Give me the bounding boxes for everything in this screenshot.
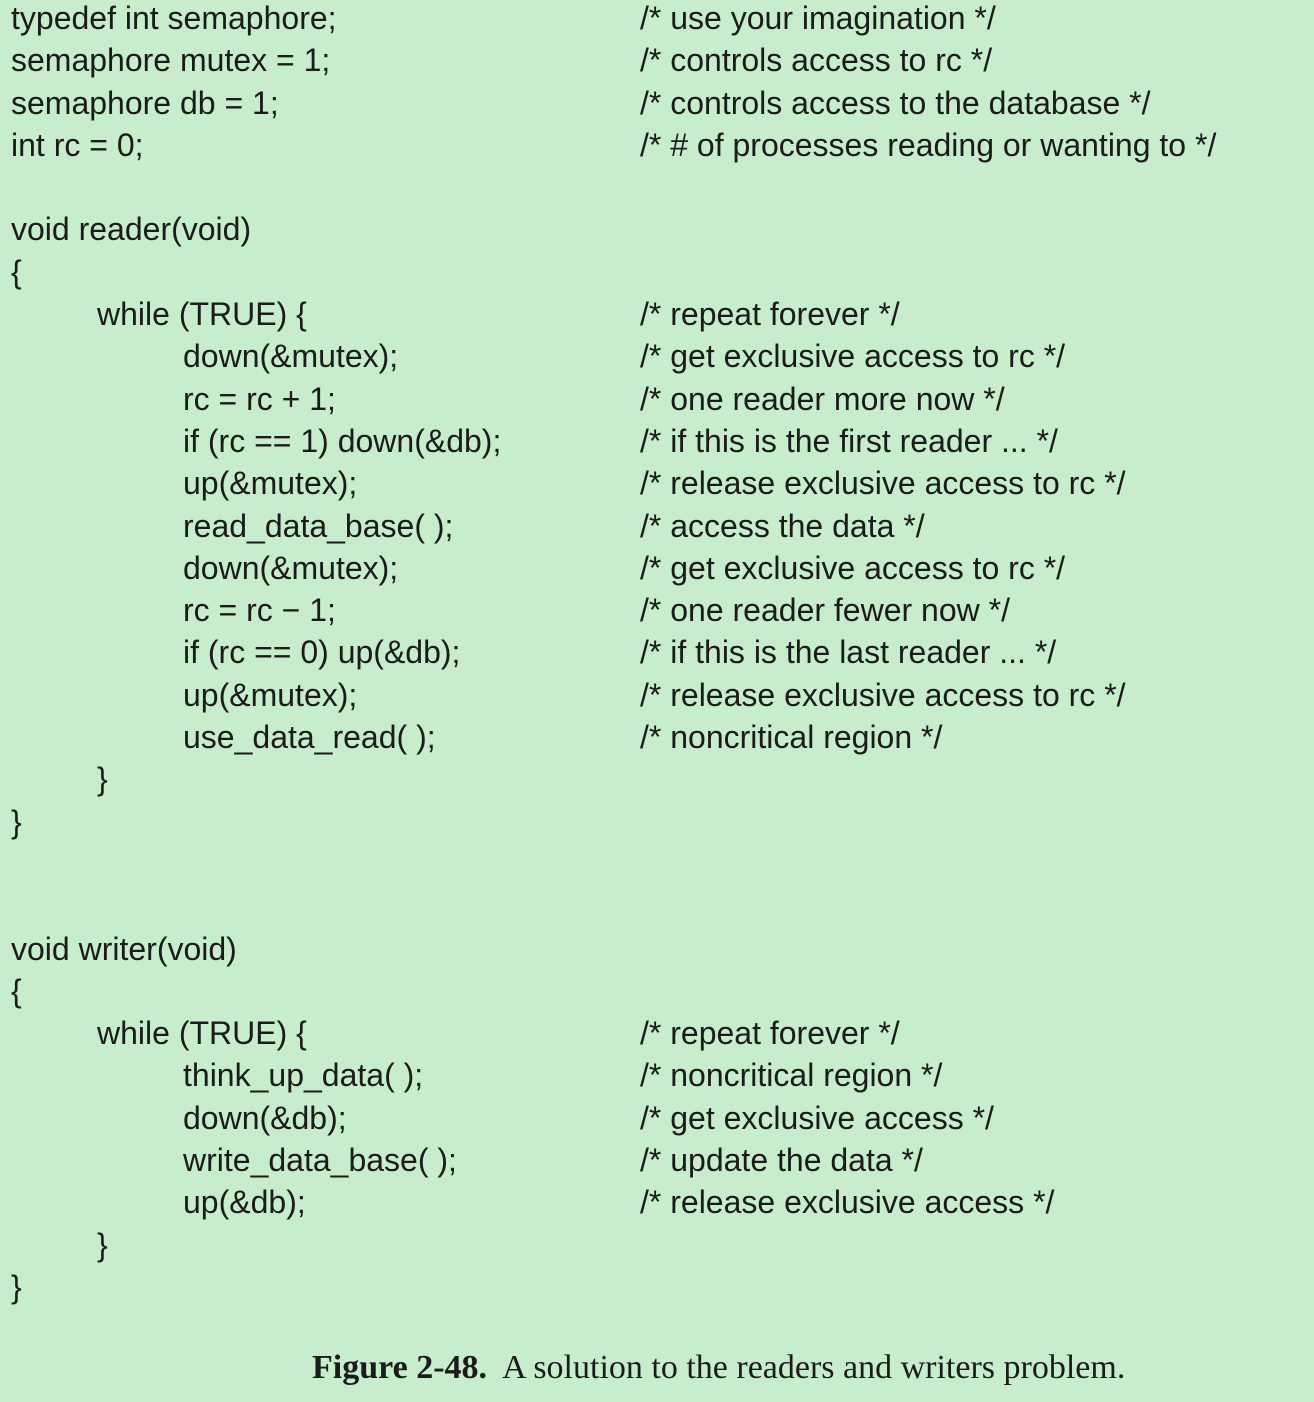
code-text: } xyxy=(11,803,22,840)
figure-label: Figure 2-48. xyxy=(312,1349,488,1386)
code-comment: /* controls access to rc */ xyxy=(640,42,993,79)
code-comment: /* repeat forever */ xyxy=(640,1015,900,1052)
code-text: } xyxy=(97,761,108,798)
code-text: up(&mutex); xyxy=(183,465,358,502)
code-text: } xyxy=(97,1226,108,1263)
code-text: void reader(void) xyxy=(11,211,252,248)
code-comment: /* # of processes reading or wanting to */ xyxy=(640,126,1217,163)
code-line xyxy=(0,1142,1314,1184)
writer-loop-header xyxy=(0,1015,1314,1057)
code-comment: /* controls access to the database */ xyxy=(640,84,1151,121)
code-line xyxy=(0,677,1314,719)
code-line xyxy=(0,719,1314,761)
code-comment: /* if this is the last reader ... */ xyxy=(640,634,1057,671)
code-line xyxy=(0,338,1314,380)
code-text: down(&mutex); xyxy=(183,549,399,586)
code-line xyxy=(0,42,1314,84)
code-text: read_data_base( ); xyxy=(183,507,454,544)
code-text: if (rc == 1) down(&db); xyxy=(183,422,502,459)
blank-line xyxy=(0,169,1314,211)
writer-close-brace xyxy=(0,1269,1314,1311)
code-line xyxy=(0,550,1314,592)
blank-line xyxy=(0,846,1314,931)
code-comment: /* update the data */ xyxy=(640,1142,923,1179)
code-text: semaphore db = 1; xyxy=(11,84,279,121)
code-line xyxy=(0,85,1314,127)
code-text: while (TRUE) { xyxy=(97,1015,307,1052)
code-comment: /* use your imagination */ xyxy=(640,0,996,36)
code-text: down(&mutex); xyxy=(183,338,399,375)
reader-loop-close xyxy=(0,761,1314,803)
code-line xyxy=(0,634,1314,676)
code-comment: /* get exclusive access to rc */ xyxy=(640,549,1066,586)
code-line xyxy=(0,508,1314,550)
code-text: while (TRUE) { xyxy=(97,296,307,333)
code-line xyxy=(0,465,1314,507)
code-line xyxy=(0,1100,1314,1142)
code-text: think_up_data( ); xyxy=(183,1057,424,1094)
code-text: semaphore mutex = 1; xyxy=(11,42,331,79)
code-text: rc = rc + 1; xyxy=(183,380,336,417)
code-comment: /* release exclusive access to rc */ xyxy=(640,676,1126,713)
code-comment: /* if this is the first reader ... */ xyxy=(640,422,1058,459)
writer-signature xyxy=(0,931,1314,973)
code-comment: /* noncritical region */ xyxy=(640,1057,943,1094)
code-comment: /* release exclusive access */ xyxy=(640,1184,1055,1221)
code-line xyxy=(0,1184,1314,1226)
code-line xyxy=(0,0,1314,42)
code-text: { xyxy=(11,972,22,1009)
code-comment: /* get exclusive access to rc */ xyxy=(640,338,1066,375)
code-text: up(&mutex); xyxy=(183,676,358,713)
code-comment: /* release exclusive access to rc */ xyxy=(640,465,1126,502)
reader-signature xyxy=(0,211,1314,253)
reader-open-brace xyxy=(0,254,1314,296)
code-text: up(&db); xyxy=(183,1184,306,1221)
code-comment: /* one reader more now */ xyxy=(640,380,1005,417)
code-comment: /* get exclusive access */ xyxy=(640,1099,994,1136)
code-comment: /* noncritical region */ xyxy=(640,719,943,756)
reader-loop-header xyxy=(0,296,1314,338)
code-text: rc = rc − 1; xyxy=(183,592,336,629)
code-comment: /* one reader fewer now */ xyxy=(640,592,1010,629)
code-text: down(&db); xyxy=(183,1099,347,1136)
code-line xyxy=(0,381,1314,423)
reader-close-brace xyxy=(0,804,1314,846)
code-comment: /* repeat forever */ xyxy=(640,296,900,333)
writer-open-brace xyxy=(0,973,1314,1015)
code-text: typedef int semaphore; xyxy=(11,0,337,36)
code-text: write_data_base( ); xyxy=(183,1142,457,1179)
code-text: void writer(void) xyxy=(11,930,237,967)
code-line xyxy=(0,1057,1314,1099)
code-line xyxy=(0,592,1314,634)
writer-loop-close xyxy=(0,1227,1314,1269)
code-text: int rc = 0; xyxy=(11,126,144,163)
code-text: } xyxy=(11,1268,22,1305)
code-text: if (rc == 0) up(&db); xyxy=(183,634,461,671)
figure-caption-text: A solution to the readers and writers problem. xyxy=(502,1349,1126,1386)
code-comment: /* access the data */ xyxy=(640,507,925,544)
code-text: use_data_read( ); xyxy=(183,719,436,756)
figure-caption xyxy=(312,1349,1125,1387)
code-line xyxy=(0,127,1314,169)
code-line xyxy=(0,423,1314,465)
code-text: { xyxy=(11,253,22,290)
